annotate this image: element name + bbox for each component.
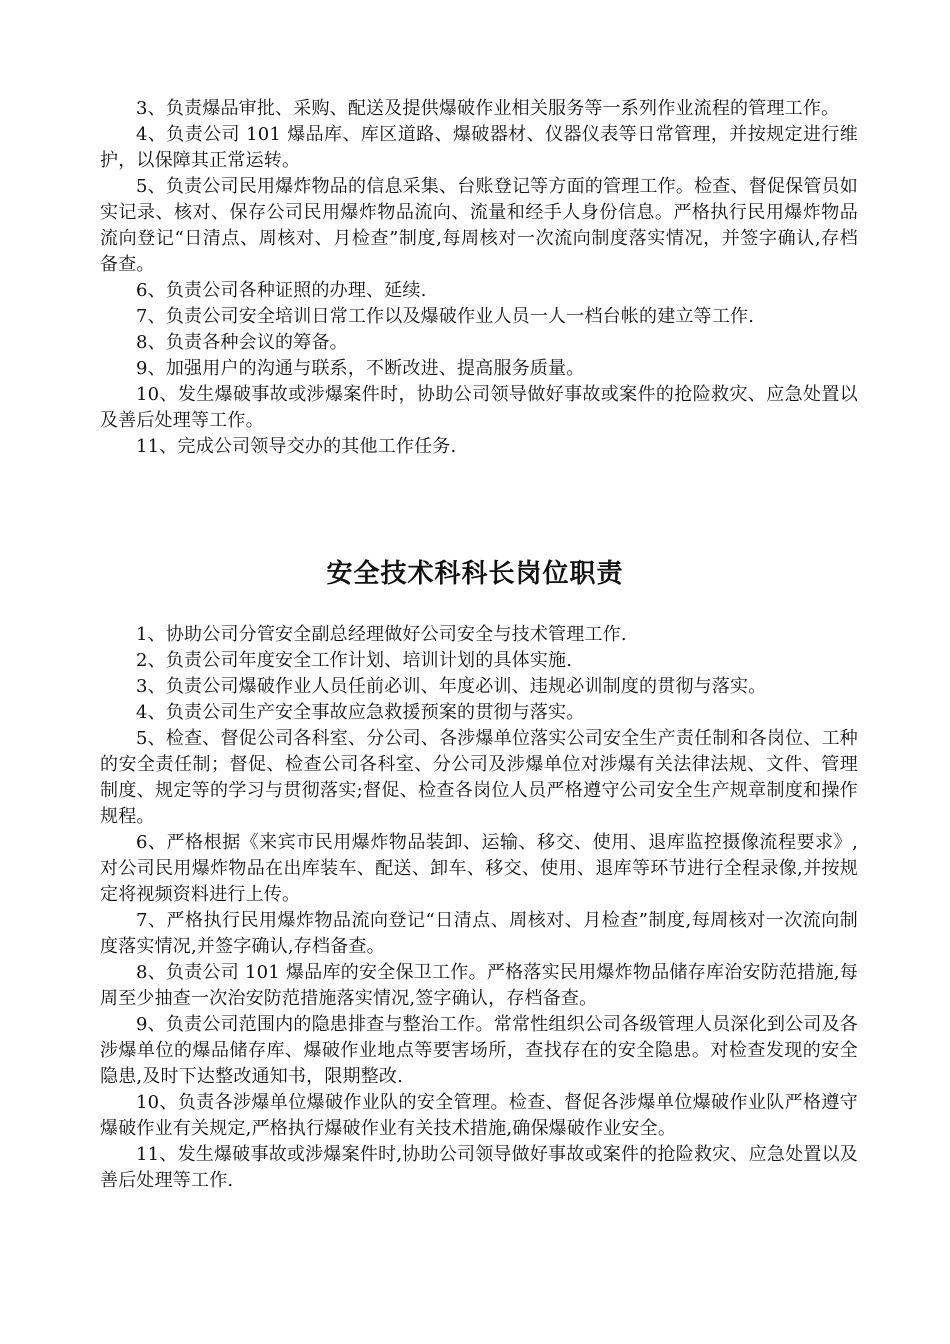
duty-paragraph: 1、协助公司分管安全副总经理做好公司安全与技术管理工作. [136,624,627,645]
duty-paragraph: 6、负责公司各种证照的办理、延续. [136,280,427,301]
duty-paragraph: 6、严格根据《来宾市民用爆炸物品装卸、运输、移交、使用、退库监控摄像流程要求》,对公司民用爆炸物品在出库装车、配送、卸车、移交、使用、退库等环节进行全程录像,并按规定将视频资料进行上传。 [100,832,858,905]
duty-paragraph: 10、发生爆破事故或涉爆案件时，协助公司领导做好事故或案件的抢险救灾、应急处置以及善后处理等工作。 [100,384,858,431]
duty-paragraph: 10、负责各涉爆单位爆破作业队的安全管理。检查、督促各涉爆单位爆破作业队严格遵守爆破作业有关规定,严格执行爆破作业有关技术措施,确保爆破作业安全。 [100,1092,858,1139]
duty-paragraph: 8、负责各种会议的筹备。 [136,332,348,353]
duty-paragraph: 2、负责公司年度安全工作计划、培训计划的具体实施. [136,650,573,671]
duty-paragraph: 3、负责爆品审批、采购、配送及提供爆破作业相关服务等一系列作业流程的管理工作。 [136,98,840,119]
duty-paragraph: 5、负责公司民用爆炸物品的信息采集、台账登记等方面的管理工作。检查、督促保管员如实记录、核对、保存公司民用爆炸物品流向、流量和经手人身份信息。严格执行民用爆炸物品流向登记“日清点、周核对、月检查”制度,每周核对一次流向制度落实情况，并签字确认,存档备查。 [100,176,858,275]
duty-paragraph: 8、负责公司 101 爆品库的安全保卫工作。严格落实民用爆炸物品储存库治安防范措施,每周至少抽查一次治安防范措施落实情况,签字确认，存档备查。 [100,962,858,1009]
duty-paragraph: 9、负责公司范围内的隐患排查与整治工作。常常性组织公司各级管理人员深化到公司及各涉爆单位的爆品储存库、爆破作业地点等要害场所，查找存在的安全隐患。对检查发现的安全隐患,及时下达整改通知书，限期整改. [100,1014,858,1087]
section-heading: 安全技术科科长岗位职责 [326,559,624,589]
duty-paragraph: 11、发生爆破事故或涉爆案件时,协助公司领导做好事故或案件的抢险救灾、应急处置以及善后处理等工作. [100,1144,858,1191]
duties-list-continued [100,96,858,460]
duty-paragraph: 3、负责公司爆破作业人员任前必训、年度必训、违规必训制度的贯彻与落实。 [136,676,767,697]
duty-paragraph: 5、检查、督促公司各科室、分公司、各涉爆单位落实公司安全生产责任制和各岗位、工种的安全责任制；督促、检查公司各科室、分公司及涉爆单位对涉爆有关法律法规、文件、管理制度、规定等的学习与贯彻落实;督促、检查各岗位人员严格遵守公司安全生产规章制度和操作规程。 [100,728,858,827]
safety-chief-duties-list [100,622,858,1194]
duty-paragraph: 4、负责公司 101 爆品库、库区道路、爆破器材、仪器仪表等日常管理，并按规定进行维护，以保障其正常运转。 [100,124,858,171]
duty-paragraph: 7、严格执行民用爆炸物品流向登记“日清点、周核对、月检查”制度,每周核对一次流向制度落实情况,并签字确认,存档备查。 [100,910,858,957]
duty-paragraph: 7、负责公司安全培训日常工作以及爆破作业人员一人一档台帐的建立等工作. [136,306,755,327]
duty-paragraph: 11、完成公司领导交办的其他工作任务. [136,436,457,457]
duty-paragraph: 9、加强用户的沟通与联系，不断改进、提高服务质量。 [136,358,585,379]
duty-paragraph: 4、负责公司生产安全事故应急救援预案的贯彻与落实。 [136,702,585,723]
